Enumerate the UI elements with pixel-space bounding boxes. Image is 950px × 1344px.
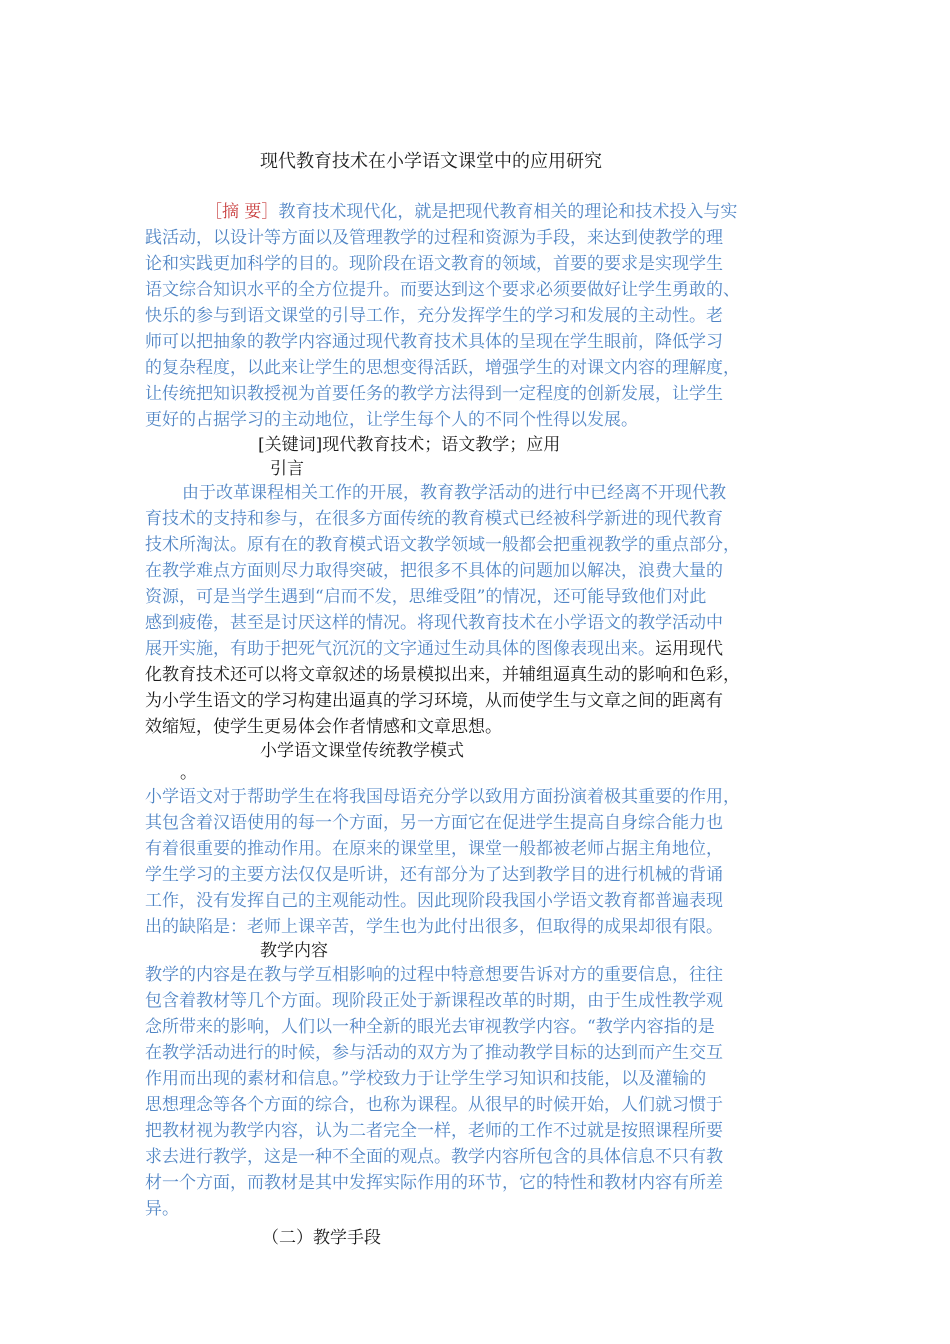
section2-line: 作用而出现的素材和信息。”学校致力于让学生学习知识和技能，以及灌输的 (145, 1069, 707, 1089)
abstract-first-line (205, 200, 737, 224)
section3-heading: （二）教学手段 (262, 1228, 381, 1248)
abstract-line: 快乐的参与到语文课堂的引导工作，充分发挥学生的学习和发展的主动性。老 (145, 306, 723, 326)
section2-line: 在教学活动进行的时候，参与活动的双方为了推动教学目标的达到而产生交互 (145, 1043, 723, 1063)
abstract-line: 更好的占据学习的主动地位，让学生每个人的不同个性得以发展。 (145, 410, 638, 430)
intro-mixed-line (145, 637, 723, 661)
stray-period: 。 (180, 763, 197, 783)
section1-line: 其包含着汉语使用的每一个方面，另一方面它在促进学生提高自身综合能力也 (145, 813, 723, 833)
section2-line: 念所带来的影响，人们以一种全新的眼光去审视教学内容。“教学内容指的是 (145, 1017, 715, 1037)
document-title: 现代教育技术在小学语文课堂中的应用研究 (260, 151, 602, 172)
intro-line: 育技术的支持和参与，在很多方面传统的教育模式已经被科学新进的现代教育 (145, 509, 723, 529)
intro-line-blue-part: 展开实施，有助于把死气沉沉的文字通过生动具体的图像表现出来。 (145, 639, 655, 659)
section1-line: 学生学习的主要方法仅仅是听讲，还有部分为了达到教学目的进行机械的背诵 (145, 865, 723, 885)
section1-line: 出的缺陷是：老师上课辛苦，学生也为此付出很多，但取得的成果却很有限。 (145, 917, 723, 937)
abstract-line: 论和实践更加科学的目的。现阶段在语文教育的领域，首要的要求是实现学生 (145, 254, 723, 274)
abstract-label: ［摘 要］ (205, 202, 279, 222)
section2-line: 求去进行教学，这是一种不全面的观点。教学内容所包含的具体信息不只有教 (145, 1147, 723, 1167)
section2-line: 教学的内容是在教与学互相影响的过程中特意想要告诉对方的重要信息，往往 (145, 965, 723, 985)
intro-line: 资源，可是当学生遇到“启而不发，思维受阻”的情况，还可能导致他们对此 (145, 587, 707, 607)
intro-line: 为小学生语文的学习构建出逼真的学习环境，从而使学生与文章之间的距离有 (145, 691, 723, 711)
abstract-line: 语文综合知识水平的全方位提升。而要达到这个要求必须要做好让学生勇敢的、 (145, 280, 740, 300)
abstract-line: 让传统把知识教授视为首要任务的教学方法得到一定程度的创新发展，让学生 (145, 384, 723, 404)
intro-line: 在教学难点方面则尽力取得突破，把很多不具体的问题加以解决，浪费大量的 (145, 561, 723, 581)
keywords-line: [关键词]现代教育技术；语文教学；应用 (258, 435, 561, 455)
intro-line: 技术所淘汰。原有在的教育模式语文教学领域一般都会把重视教学的重点部分， (145, 535, 740, 555)
abstract-line: 教育技术现代化，就是把现代教育相关的理论和技术投入与实 (278, 202, 738, 222)
section2-line: 把教材视为教学内容，认为二者完全一样，老师的工作不过就是按照课程所要 (145, 1121, 723, 1141)
intro-line-black-part: 运用现代 (655, 639, 723, 659)
abstract-line: 师可以把抽象的教学内容通过现代教育技术具体的呈现在学生眼前，降低学习 (145, 332, 723, 352)
intro-line: 化教育技术还可以将文章叙述的场景模拟出来，并辅组逼真生动的影响和色彩， (145, 665, 740, 685)
section2-line: 异。 (145, 1199, 179, 1219)
section2-line: 材一个方面，而教材是其中发挥实际作用的环节，它的特性和教材内容有所差 (145, 1173, 723, 1193)
section1-line: 工作，没有发挥自己的主观能动性。因此现阶段我国小学语文教育都普遍表现 (145, 891, 723, 911)
abstract-line: 践活动，以设计等方面以及管理教学的过程和资源为手段，来达到使教学的理 (145, 228, 723, 248)
section1-line: 有着很重要的推动作用。在原来的课堂里，课堂一般都被老师占据主角地位， (145, 839, 723, 859)
abstract-line: 的复杂程度，以此来让学生的思想变得活跃，增强学生的对课文内容的理解度， (145, 358, 740, 378)
intro-line: 感到疲倦，甚至是讨厌这样的情况。将现代教育技术在小学语文的教学活动中 (145, 613, 723, 633)
intro-heading: 引言 (270, 459, 304, 479)
section2-line: 思想理念等各个方面的综合，也称为课程。从很早的时候开始，人们就习惯于 (145, 1095, 723, 1115)
intro-line: 效缩短，使学生更易体会作者情感和文章思想。 (145, 717, 502, 737)
section2-line: 包含着教材等几个方面。现阶段正处于新课程改革的时期，由于生成性教学观 (145, 991, 723, 1011)
intro-line: 由于改革课程相关工作的开展，教育教学活动的进行中已经离不开现代教 (182, 483, 726, 503)
section1-line: 小学语文对于帮助学生在将我国母语充分学以致用方面扮演着极其重要的作用， (145, 787, 740, 807)
section1-heading: 小学语文课堂传统教学模式 (260, 741, 464, 761)
section2-heading: 教学内容 (260, 941, 328, 961)
